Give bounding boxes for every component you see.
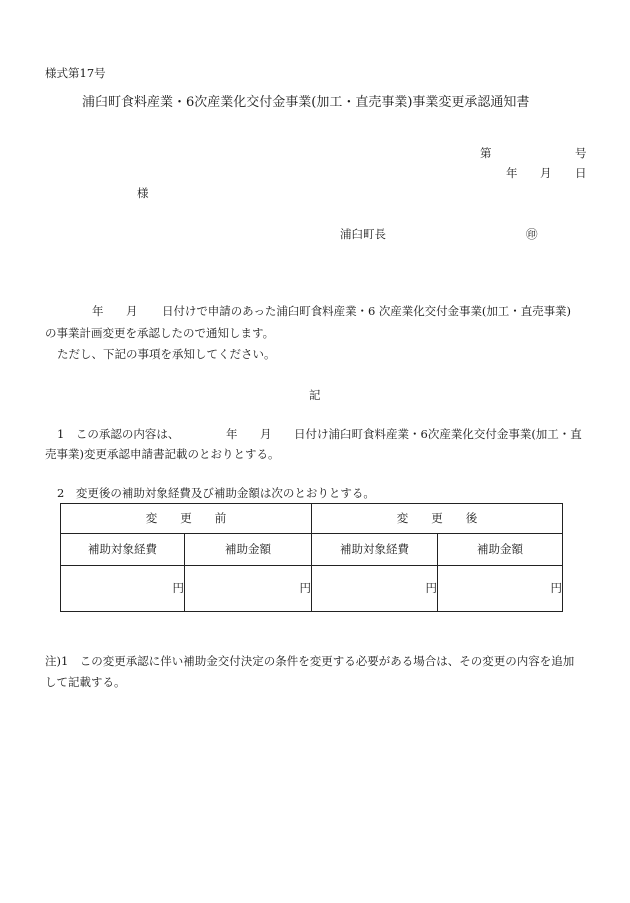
after-subsidy-amount-header: 補助金額 xyxy=(438,534,563,566)
date-day: 日 xyxy=(575,166,587,180)
doc-number-prefix: 第 xyxy=(480,146,492,160)
recipient-suffix: 様 xyxy=(137,186,149,200)
before-change-header: 変 更 前 xyxy=(61,504,312,534)
date-month: 月 xyxy=(540,166,552,180)
amounts-table xyxy=(60,503,563,612)
note-line1: 注)1 この変更承認に伴い補助金交付決定の条件を変更する必要がある場合は、その変更の内容を追加 xyxy=(45,654,575,668)
body-line2: の事業計画変更を承認したので通知します。 xyxy=(45,326,275,340)
before-subsidy-amount-header: 補助金額 xyxy=(185,534,312,566)
body-line1-year: 年 xyxy=(92,304,104,318)
after-subsidy-target-cost-header: 補助対象経費 xyxy=(312,534,438,566)
form-number: 様式第17号 xyxy=(45,66,106,80)
issuer-name: 浦臼町長 xyxy=(340,227,386,241)
item1-rest: 日付け浦臼町食料産業・6次産業化交付金事業(加工・直 xyxy=(294,427,582,441)
note-line2: して記載する。 xyxy=(45,675,126,689)
after-subsidy-amount-cell: 円 xyxy=(438,566,563,612)
ki-heading: 記 xyxy=(309,388,321,402)
seal-mark: ㊞ xyxy=(526,227,538,241)
before-subsidy-target-cost-cell: 円 xyxy=(61,566,185,612)
body-line1-month: 月 xyxy=(126,304,138,318)
item2-text: 2 変更後の補助対象経費及び補助金額は次のとおりとする。 xyxy=(57,486,375,500)
item1-year: 年 xyxy=(226,427,238,441)
after-change-header: 変 更 後 xyxy=(312,504,563,534)
document-title: 浦臼町食料産業・6次産業化交付金事業(加工・直売事業)事業変更承認通知書 xyxy=(82,95,530,110)
before-subsidy-target-cost-header: 補助対象経費 xyxy=(61,534,185,566)
doc-number-suffix: 号 xyxy=(575,146,587,160)
before-subsidy-amount-cell: 円 xyxy=(185,566,312,612)
body-line3: ただし、下記の事項を承知してください。 xyxy=(57,347,276,361)
item1-line2: 売事業)変更承認申請書記載のとおりとする。 xyxy=(45,447,280,461)
after-subsidy-target-cost-cell: 円 xyxy=(312,566,438,612)
body-line1-rest: 日付けで申請のあった浦臼町食料産業・6 次産業化交付金事業(加工・直売事業) xyxy=(162,304,571,318)
item1-month: 月 xyxy=(260,427,272,441)
date-year: 年 xyxy=(506,166,518,180)
item1-lead: 1 この承認の内容は、 xyxy=(57,427,180,441)
